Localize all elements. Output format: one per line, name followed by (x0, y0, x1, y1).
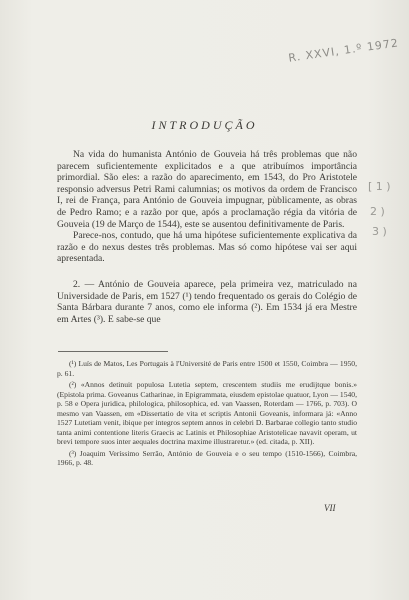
footnote-3: (³) Joaquim Veríssimo Serrão, António de Gouveia e o seu tempo (1510-1566), Coimbra, 1966, p. 48. (57, 448, 357, 467)
margin-mark-2: 2 ) (370, 205, 385, 218)
footnote-divider (58, 351, 168, 352)
paragraph-3: 2. — António de Gouveia aparece, pela primeira vez, matriculado na Universidade de Paris, em 1527 (¹) tendo frequentado os gerais do Colégio de Santa Bárbara durante 7 anos, como ele informa (²). Em 1534 já era Mestre em Artes (³). E sabe-se que (57, 278, 357, 325)
footnote-1: (¹) Luís de Matos, Les Portugais à l'Université de Paris entre 1500 et 1550, Coimbra — 1950, p. 61. (57, 359, 357, 378)
paragraph-2: Parece-nos, contudo, que há uma hipótese suficientemente explicativa da razão e do nexus destes três problemas. Mas só como hipótese vai ser aqui apresentada. (57, 230, 357, 265)
footnotes (57, 359, 357, 470)
page-number: VII (324, 503, 336, 513)
body-text (57, 149, 357, 325)
paragraph-1: Na vida do humanista António de Gouveia há três problemas que não parecem suficientemente explicitados e a que atribuímos importância primordial. São eles: a razão do aparecimento, em 1543, do Pro Aristotele responsio adversus Petri Rami calumnias; os motivos da ordem de Francisco I, rei de França, para António de Gouveia impugnar, pùblicamente, as obras de Pedro Ramo; e a razão por que, após a proclamação régia da vitória de Gouveia (19 de Março de 1544), este se ausentou definitivamente de Paris. (57, 149, 357, 230)
margin-mark-1: [ 1 ) (368, 180, 391, 193)
footnote-2: (²) «Annos detinuit populosa Lutetia septem, crescentem studiis me erudijtque bonis.» (Epistola prima. Goveanus Catharinae, in Epigrammata, eiusdem epistolae quatuor, Lyon — 1540, p. 58 e Opera juridica, philologica, philosophica, ed. van Vaassen, Roterdam — 1766, p. 703). O mesmo van Vaassen, em «Dissertatio de vita et scriptis Antonii Goveanis, informara já: «Anno 1527 Lutetiam venit, ibique per integros septem annos in celebri D. Barbarae collegio tanto studio tanta animi contentione literis Graecis ac Latinis et Philosophiae Aristotelicae navavit operam, ut brevi tempore suos inter aequales doctrina maxime illustraretur.» (ed. citada, p. XII). (57, 380, 357, 446)
page-title: INTRODUÇÃO (151, 118, 258, 132)
pencil-annotation: R. XXVI, 1.º 1972 (287, 36, 400, 65)
margin-mark-3: 3 ) (372, 225, 387, 238)
